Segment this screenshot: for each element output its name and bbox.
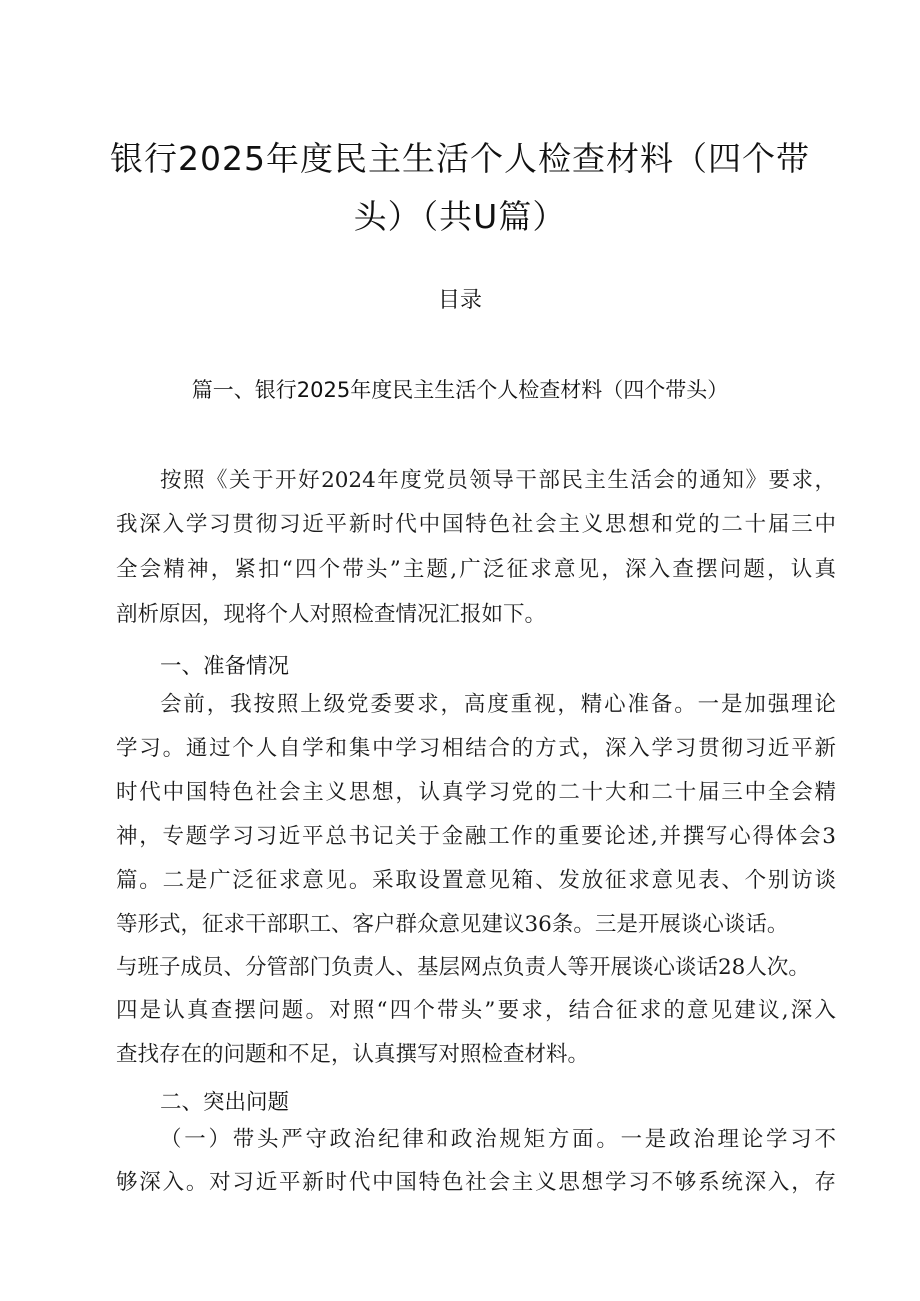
- paragraph-line: 够深入。对习近平新时代中国特色社会主义思想学习不够系统深入，存: [116, 1170, 836, 1195]
- paragraph-line: 全会精神，紧扣“四个带头”主题,广泛征求意见，深入查摆问题，认真: [116, 557, 836, 582]
- paragraph-line: 与班子成员、分管部门负责人、基层网点负责人等开展谈心谈话28人次。: [116, 955, 810, 980]
- section-heading: 二、突出问题: [160, 1090, 290, 1115]
- toc-heading: 目录: [437, 288, 482, 313]
- paragraph-line: 等形式，征求干部职工、客户群众意见建议36条。三是开展谈心谈话。: [116, 912, 789, 937]
- paragraph-line: 会前，我按照上级党委要求，高度重视，精心准备。一是加强理论: [160, 692, 836, 717]
- document-title-line2: 头）（共U篇）: [353, 197, 567, 236]
- paragraph-line: 四是认真查摆问题。对照“四个带头”要求，结合征求的意见建议,深入: [116, 998, 836, 1023]
- paragraph-line: 学习。通过个人自学和集中学习相结合的方式，深入学习贯彻习近平新: [116, 736, 836, 761]
- section-title: 篇一、银行2025年度民主生活个人检查材料（四个带头）: [191, 378, 729, 402]
- paragraph-line: 时代中国特色社会主义思想，认真学习党的二十大和二十届三中全会精: [116, 780, 836, 805]
- paragraph-line: 神，专题学习习近平总书记关于金融工作的重要论述,并撰写心得体会3: [116, 824, 836, 849]
- section-heading: 一、准备情况: [160, 654, 290, 679]
- paragraph-line: 篇。二是广泛征求意见。采取设置意见箱、发放征求意见表、个别访谈: [116, 868, 836, 893]
- document-title-line1: 银行2025年度民主生活个人检查材料（四个带: [110, 139, 810, 178]
- paragraph-line: 我深入学习贯彻习近平新时代中国特色社会主义思想和党的二十届三中: [116, 512, 836, 537]
- paragraph-line: （一）带头严守政治纪律和政治规矩方面。一是政治理论学习不: [160, 1127, 836, 1152]
- paragraph-line: 剖析原因，现将个人对照检查情况汇报如下。: [116, 602, 547, 627]
- paragraph-line: 按照《关于开好2024年度党员领导干部民主生活会的通知》要求，: [160, 468, 836, 493]
- paragraph-line: 查找存在的问题和不足，认真撰写对照检查材料。: [116, 1042, 590, 1067]
